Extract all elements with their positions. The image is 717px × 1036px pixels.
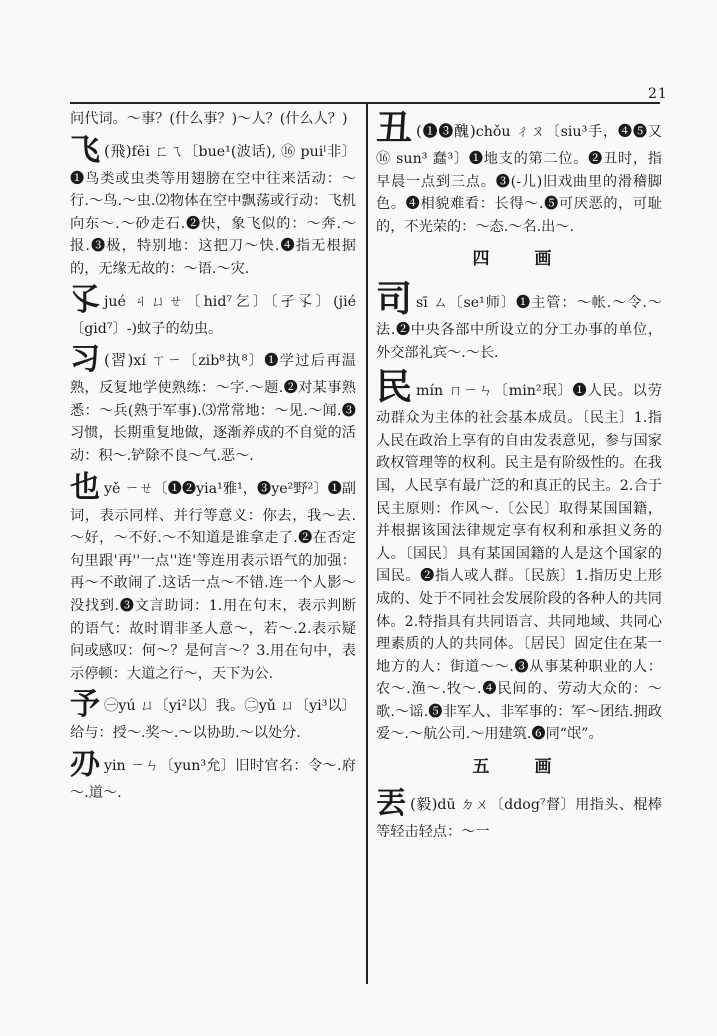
entry-text: dū ㄉㄨ〔ddog⁷督〕用指头、棍棒等轻击轻点：～一 <box>376 796 662 840</box>
dictionary-entry <box>70 748 356 805</box>
entry-text: 问代词。～事？(什么事？)～人？(什么人？) <box>70 111 348 127</box>
entry-text: yin ㄧㄣ〔yun³允〕旧时官名：令～.府～.道～. <box>70 757 356 801</box>
entry-text: yě ㄧㄝ〔❶❷yia¹雅¹，❸ye²野²〕❶副词，表示同样、并行等意义：你去，我～去.～好，～不好.～不知道是谁拿走了.❷在否定句里跟'再''一点''连'等连用表示语气的加强：再～不敢闹了.这话一点～不错.连一个人影～没找到.❸文言助词：1.用在句末，表示判断的语气：故时谓非圣人意～，若～.2.表示疑问或感叹：何～？是何言～？3.用在句中，表示停顿：大道之行～，天下为公. <box>70 480 356 682</box>
entry-headword: 司 <box>376 277 413 320</box>
right-column <box>376 108 662 846</box>
dictionary-entry <box>70 134 356 281</box>
entry-text: jué ㄐㄩㄝ〔hid⁷乞〕〔孑孓〕(jié〔gid⁷〕-)蚊子的幼虫。 <box>70 293 356 337</box>
dictionary-entry <box>70 471 356 686</box>
traditional-form: (飛) <box>104 141 132 160</box>
dictionary-entry <box>70 688 356 745</box>
traditional-form: (❶❸醜) <box>416 122 476 140</box>
entry-headword: 民 <box>376 366 413 409</box>
page-number: 21 <box>648 86 668 102</box>
entry-headword: 习 <box>70 342 100 378</box>
dictionary-entry <box>70 284 356 341</box>
entry-headword: 刅 <box>70 746 100 782</box>
entry-text: mín ㄇㄧㄣ〔min²珉〕❶人民。以劳动群众为主体的社会基本成员。〔民主〕1.指人民在政治上享有的自由发表意见，参与国家政权管理等的权利。民主是有阶级性的。在我国，人民享有最广泛的和真正的民主。2.合于民主原则：作风～.〔公民〕取得某国国籍，并根据该国法律规定享有权利和承担义务的人。〔国民〕具有某国国籍的人是这个国家的国民。❷指人或人群。〔民族〕1.指历史上形成的、处于不同社会发展阶段的各种人的共同体。2.特指具有共同语言、共同地域、共同心理素质的人的共同体。〔居民〕固定住在某一地方的人：街道～～.❸从事某种职业的人：农～.渔～.牧～.❹民间的、劳动大众的：～歌.～谣.❺非军人、非军事的：军～团结.拥政爱～.～航公司.～用建筑.❻同“氓”。 <box>376 383 662 743</box>
entry-text: ㊀yú ㄩ〔yi²以〕我。㊁yǔ ㄩ〔yi³以〕给与：授～.奖～.～以协助.～以处分. <box>70 698 356 742</box>
column-divider <box>366 104 368 984</box>
traditional-form: (習) <box>104 351 134 370</box>
entry-headword: 予 <box>70 687 100 723</box>
entry-headword: 丑 <box>376 107 413 149</box>
entry-text: sī ㄙ〔se¹师〕❶主管：～帐.～令.～法.❷中央各部中所设立的分工办事的单位，外交部礼宾～.～长. <box>376 294 662 361</box>
dictionary-entry <box>70 343 356 467</box>
entry-text: xí ㄒㄧ〔zib⁸执⁸〕❶学过后再温熟，反复地学使熟练：～字.～题.❷对某事熟悉：～兵(熟于军事).⑶常常地：～见.～闻.❸习惯，长期重复地做，逐渐养成的不自觉的活动：积～.铲除不良～气.恶～. <box>70 353 356 464</box>
section-heading: 五 画 <box>472 757 566 778</box>
entry-headword: 飞 <box>70 132 100 168</box>
dictionary-entry <box>376 367 662 746</box>
top-rule <box>70 102 660 104</box>
dictionary-entry <box>70 108 356 131</box>
dictionary-entry <box>376 279 662 364</box>
left-column <box>70 108 356 807</box>
dictionary-entry <box>376 787 662 844</box>
traditional-form: (毅) <box>410 794 438 813</box>
entry-headword: 孓 <box>70 282 100 318</box>
section-heading: 四 画 <box>472 249 566 270</box>
entry-headword: 也 <box>70 469 100 505</box>
entry-headword: 丟 <box>376 785 406 821</box>
dictionary-entry <box>376 108 662 238</box>
entry-text: fēi ㄈㄟ〔bue¹(波话), ⑯ puiˡ非〕❶鸟类或虫类等用翅膀在空中往来活动：～行.～鸟.～虫.⑵物体在空中飘荡或行动：飞机向东～.～砂走石.❷快，象飞似的：～奔.～报.❸极，特别地：这把刀～快.❹指无根据的，无缘无故的：～语.～灾. <box>70 143 356 277</box>
entry-text: chǒu ㄔㄡ〔siu³手，❹❺又⑯ sun³ 蠢³〕❶地支的第二位。❷丑时，指早晨一点到三点。❸(-儿)旧戏曲里的滑稽脚色。❹相貌难看：长得～.❺可厌恶的，可耻的，不光荣的：～态.～名.出～. <box>376 124 662 235</box>
